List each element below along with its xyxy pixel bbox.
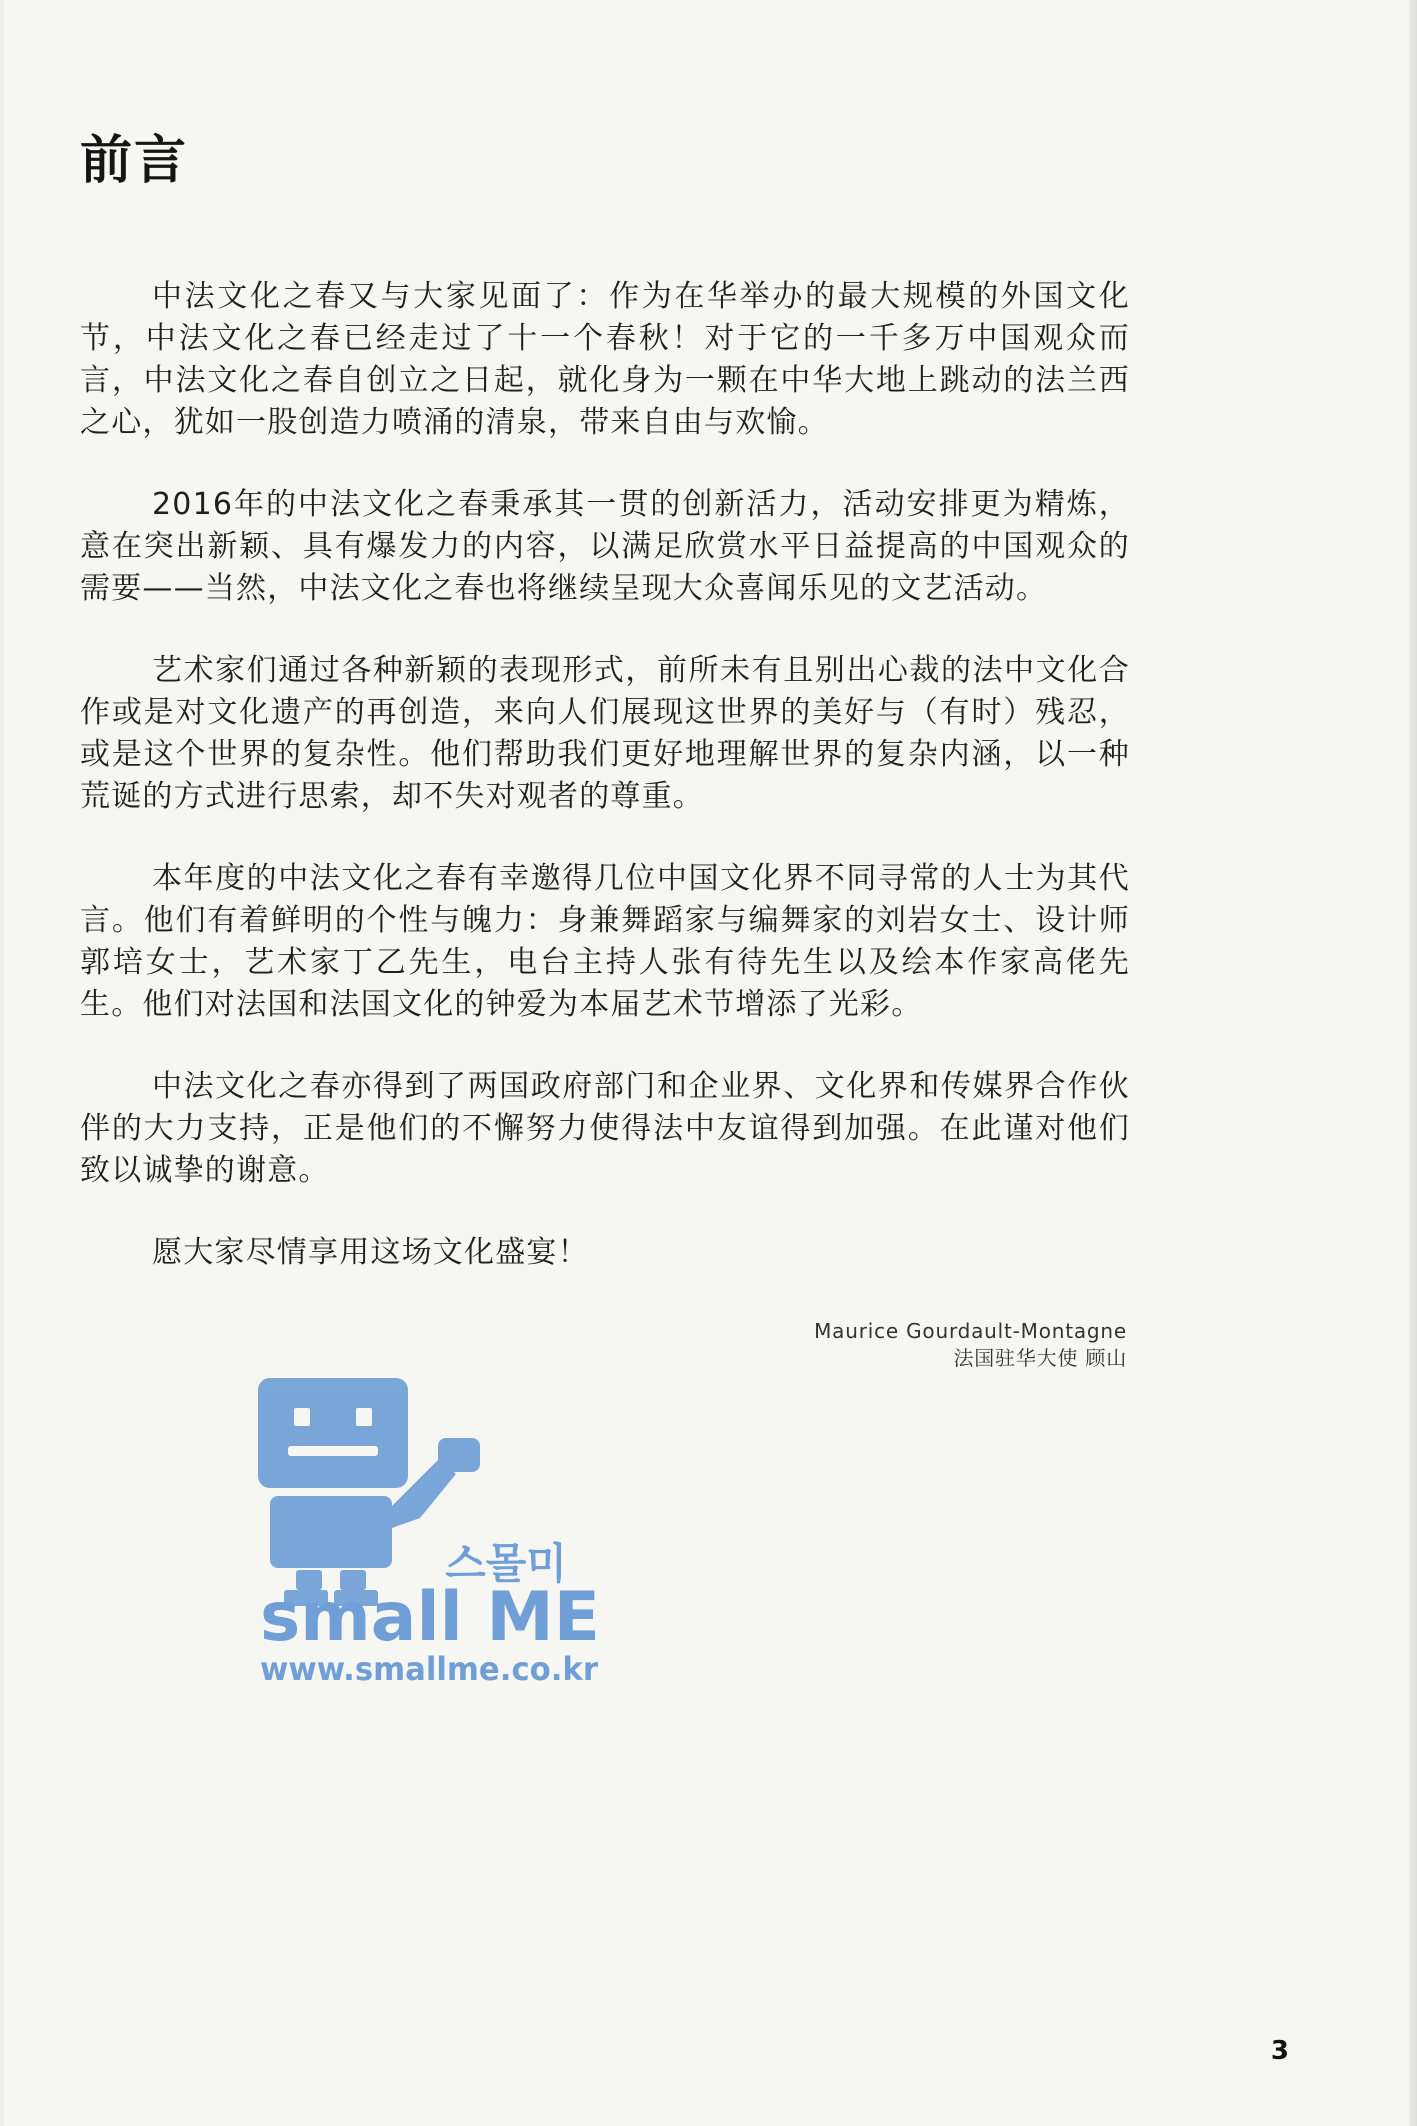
signature-name: Maurice Gourdault-Montagne [814, 1319, 1127, 1343]
small-me-stamp-logo [258, 1378, 603, 1688]
paragraph-2: 2016年的中法文化之春秉承其一贯的创新活力，活动安排更为精炼，意在突出新颖、具有爆发力的内容，以满足欣赏水平日益提高的中国观众的需要——当然，中法文化之春也将继续呈现大众喜闻乐见的文艺活动。 [80, 487, 1130, 606]
paragraph-6: 愿大家尽情享用这场文化盛宴！ [152, 1235, 589, 1270]
paragraph-4: 本年度的中法文化之春有幸邀得几位中国文化界不同寻常的人士为其代言。他们有着鲜明的个性与魄力：身兼舞蹈家与编舞家的刘岩女士、设计师郭培女士，艺术家丁乙先生，电台主持人张有待先生以及绘本作家高佬先生。他们对法国和法国文化的钟爱为本届艺术节增添了光彩。 [80, 861, 1130, 1022]
robot-head-icon [258, 1378, 408, 1488]
stamp-url-text: www.smallme.co.kr [260, 1650, 599, 1688]
page-edge-left [0, 0, 4, 2126]
page-edge-right [1409, 0, 1417, 2126]
paragraph-3: 艺术家们通过各种新颖的表现形式，前所未有且别出心裁的法中文化合作或是对文化遗产的再创造，来向人们展现这世界的美好与（有时）残忍，或是这个世界的复杂性。他们帮助我们更好地理解世界的复杂内涵，以一种荒诞的方式进行思索，却不失对观者的尊重。 [80, 653, 1130, 814]
preface-body [80, 276, 1130, 1314]
robot-hand-icon [438, 1438, 480, 1472]
robot-body-icon [270, 1496, 392, 1568]
page-number: 3 [1270, 2036, 1289, 2066]
signature-role: 法国驻华大使 顾山 [953, 1346, 1127, 1370]
paragraph-5: 中法文化之春亦得到了两国政府部门和企业界、文化界和传媒界合作伙伴的大力支持，正是他们的不懈努力使得法中友谊得到加强。在此谨对他们致以诚挚的谢意。 [80, 1069, 1130, 1188]
stamp-brand-text: small ME [260, 1578, 600, 1657]
page-title: 前言 [80, 131, 189, 191]
stamp-korean-text: 스몰미 [445, 1539, 567, 1588]
paragraph-1: 中法文化之春又与大家见面了：作为在华举办的最大规模的外国文化节，中法文化之春已经走过了十一个春秋！对于它的一千多万中国观众而言，中法文化之春自创立之日起，就化身为一颗在中华大地上跳动的法兰西之心，犹如一股创造力喷涌的清泉，带来自由与欢愉。 [80, 279, 1130, 440]
signature-block [814, 1318, 1127, 1372]
